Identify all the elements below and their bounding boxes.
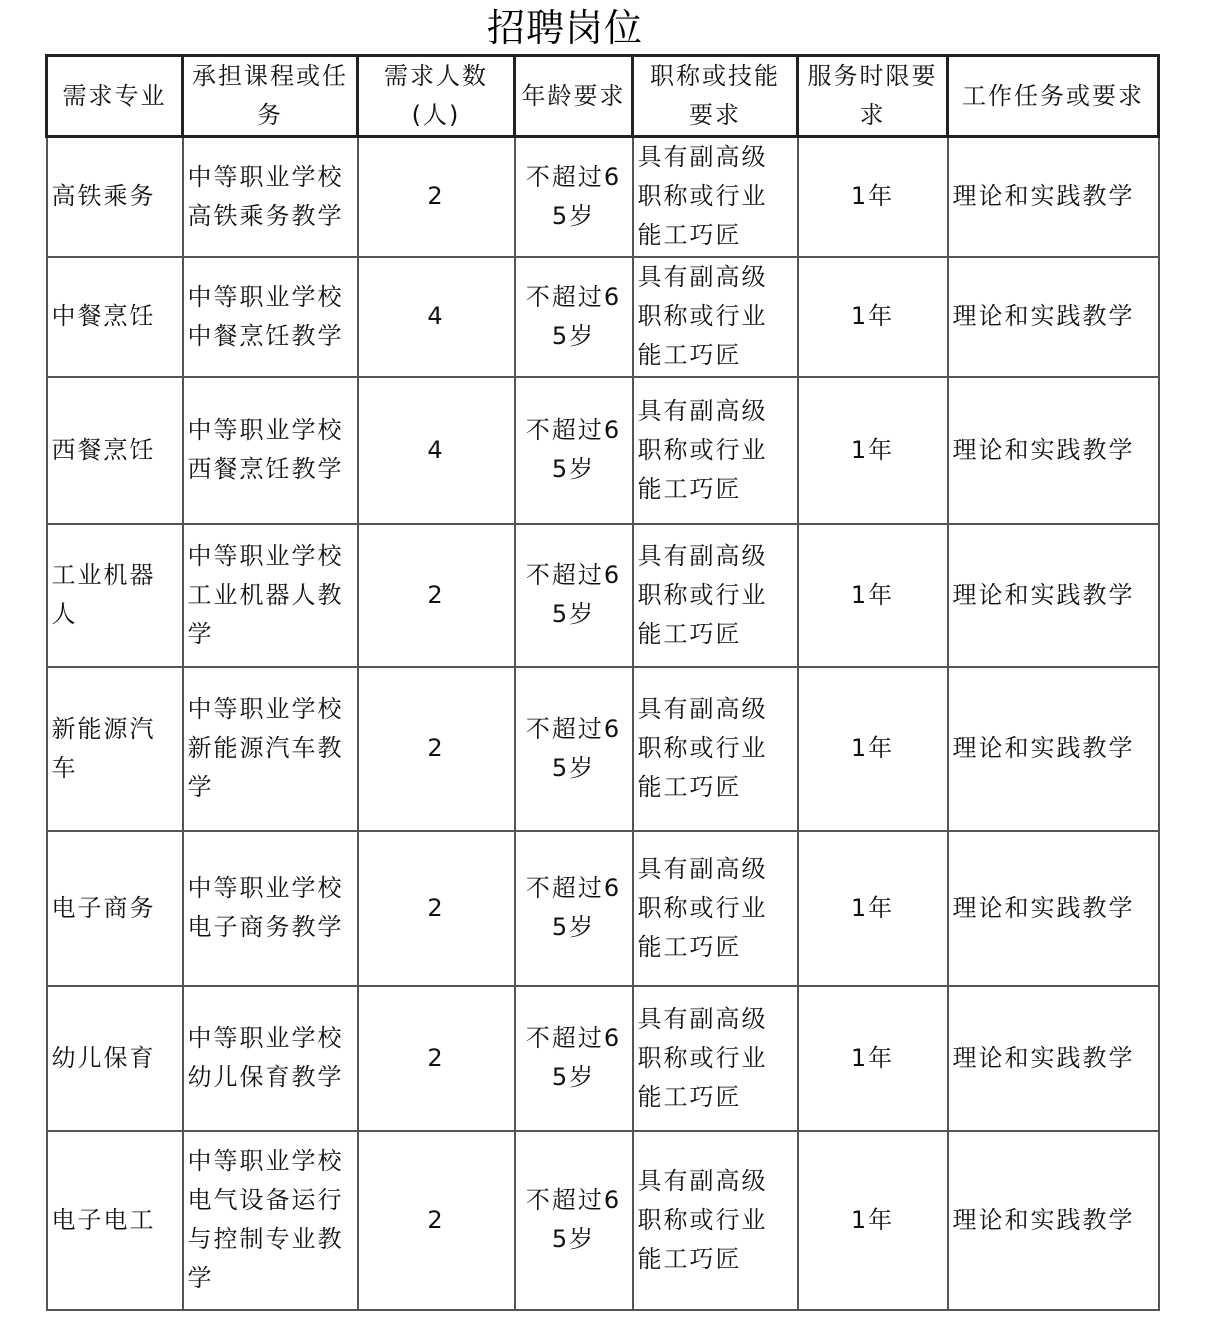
cell-age: 不超过65岁 <box>515 377 633 524</box>
table-row <box>47 524 1159 667</box>
cell-age: 不超过65岁 <box>515 1131 633 1310</box>
cell-age: 不超过65岁 <box>515 831 633 986</box>
cell-task: 理论和实践教学 <box>948 257 1159 377</box>
cell-course: 中等职业学校电气设备运行与控制专业教学 <box>183 1131 358 1310</box>
cell-major: 幼儿保育 <box>47 986 183 1131</box>
header-term: 服务时限要求 <box>798 56 948 137</box>
cell-term: 1年 <box>798 137 948 257</box>
cell-qualification: 具有副高级职称或行业能工巧匠 <box>633 667 798 831</box>
cell-term: 1年 <box>798 257 948 377</box>
table-row <box>47 986 1159 1131</box>
table-row <box>47 831 1159 986</box>
cell-count: 4 <box>358 257 515 377</box>
cell-task: 理论和实践教学 <box>948 667 1159 831</box>
cell-task: 理论和实践教学 <box>948 831 1159 986</box>
cell-major: 电子电工 <box>47 1131 183 1310</box>
cell-count: 2 <box>358 524 515 667</box>
page-title: 招聘岗位 <box>486 6 643 50</box>
cell-task: 理论和实践教学 <box>948 986 1159 1131</box>
cell-course: 中等职业学校高铁乘务教学 <box>183 137 358 257</box>
cell-age: 不超过65岁 <box>515 986 633 1131</box>
cell-course: 中等职业学校工业机器人教学 <box>183 524 358 667</box>
cell-age: 不超过65岁 <box>515 667 633 831</box>
cell-count: 2 <box>358 137 515 257</box>
table-header-row <box>47 56 1159 137</box>
cell-task: 理论和实践教学 <box>948 137 1159 257</box>
header-qualification: 职称或技能要求 <box>633 56 798 137</box>
cell-age: 不超过65岁 <box>515 137 633 257</box>
cell-qualification: 具有副高级职称或行业能工巧匠 <box>633 831 798 986</box>
cell-course: 中等职业学校电子商务教学 <box>183 831 358 986</box>
cell-major: 新能源汽车 <box>47 667 183 831</box>
header-age: 年龄要求 <box>515 56 633 137</box>
cell-course: 中等职业学校新能源汽车教学 <box>183 667 358 831</box>
cell-qualification: 具有副高级职称或行业能工巧匠 <box>633 524 798 667</box>
table-row <box>47 377 1159 524</box>
cell-qualification: 具有副高级职称或行业能工巧匠 <box>633 257 798 377</box>
cell-qualification: 具有副高级职称或行业能工巧匠 <box>633 377 798 524</box>
cell-term: 1年 <box>798 1131 948 1310</box>
cell-term: 1年 <box>798 667 948 831</box>
table-row <box>47 137 1159 257</box>
recruitment-table <box>45 54 1160 1311</box>
cell-course: 中等职业学校中餐烹饪教学 <box>183 257 358 377</box>
cell-major: 工业机器人 <box>47 524 183 667</box>
cell-term: 1年 <box>798 524 948 667</box>
cell-count: 2 <box>358 986 515 1131</box>
cell-major: 西餐烹饪 <box>47 377 183 524</box>
cell-count: 4 <box>358 377 515 524</box>
cell-task: 理论和实践教学 <box>948 377 1159 524</box>
cell-major: 电子商务 <box>47 831 183 986</box>
cell-count: 2 <box>358 1131 515 1310</box>
header-count: 需求人数(人) <box>358 56 515 137</box>
table-row <box>47 1131 1159 1310</box>
cell-term: 1年 <box>798 986 948 1131</box>
cell-term: 1年 <box>798 377 948 524</box>
cell-qualification: 具有副高级职称或行业能工巧匠 <box>633 1131 798 1310</box>
cell-qualification: 具有副高级职称或行业能工巧匠 <box>633 137 798 257</box>
cell-course: 中等职业学校西餐烹饪教学 <box>183 377 358 524</box>
table-row <box>47 257 1159 377</box>
cell-count: 2 <box>358 667 515 831</box>
cell-major: 中餐烹饪 <box>47 257 183 377</box>
cell-qualification: 具有副高级职称或行业能工巧匠 <box>633 986 798 1131</box>
cell-count: 2 <box>358 831 515 986</box>
table-row <box>47 667 1159 831</box>
cell-task: 理论和实践教学 <box>948 1131 1159 1310</box>
header-task: 工作任务或要求 <box>948 56 1159 137</box>
cell-course: 中等职业学校幼儿保育教学 <box>183 986 358 1131</box>
cell-age: 不超过65岁 <box>515 257 633 377</box>
header-course: 承担课程或任务 <box>183 56 358 137</box>
cell-age: 不超过65岁 <box>515 524 633 667</box>
cell-major: 高铁乘务 <box>47 137 183 257</box>
cell-task: 理论和实践教学 <box>948 524 1159 667</box>
cell-term: 1年 <box>798 831 948 986</box>
header-major: 需求专业 <box>47 56 183 137</box>
